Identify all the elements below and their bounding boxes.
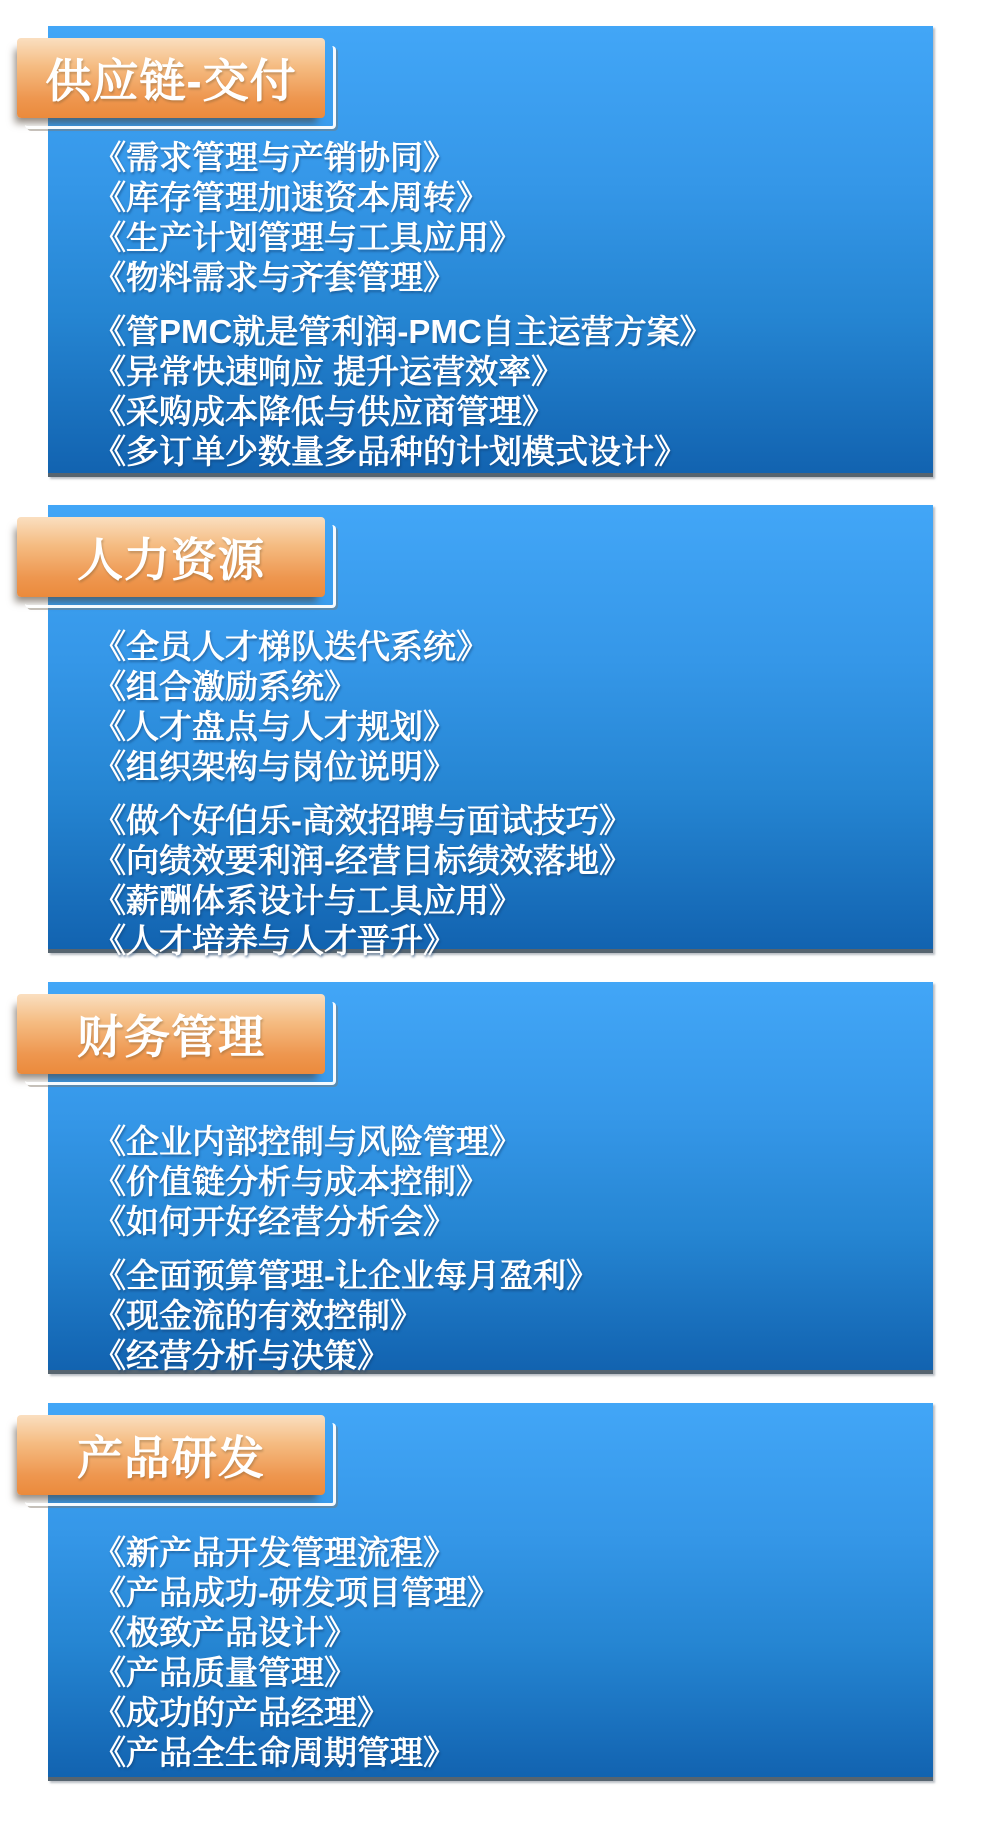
course-item: 《全员人才梯队迭代系统》 [93, 628, 489, 665]
course-item: 《向绩效要利润-经营目标绩效落地》 [93, 842, 632, 879]
course-item: 《全面预算管理-让企业每月盈利》 [93, 1257, 599, 1294]
course-item: 《如何开好经营分析会》 [93, 1203, 456, 1240]
course-item: 《物料需求与齐套管理》 [93, 259, 456, 296]
course-item: 《组合激励系统》 [93, 668, 357, 705]
section-badge-supply-chain [17, 38, 325, 118]
course-item: 《采购成本降低与供应商管理》 [93, 393, 555, 430]
course-list-finance [93, 1122, 918, 1376]
course-item: 《现金流的有效控制》 [93, 1297, 423, 1334]
section-badge-human-resources [17, 517, 325, 597]
course-item: 《异常快速响应 提升运营效率》 [93, 353, 565, 390]
course-item: 《价值链分析与成本控制》 [93, 1163, 489, 1200]
course-item: 《管PMC就是管利润-PMC自主运营方案》 [93, 313, 713, 350]
course-item: 《做个好伯乐-高效招聘与面试技巧》 [93, 802, 632, 839]
panel-finance-management [48, 982, 933, 1374]
panel-product-rd [48, 1403, 933, 1781]
course-list-supply-chain [93, 138, 918, 472]
course-item: 《极致产品设计》 [93, 1614, 357, 1651]
course-list-product-rd [93, 1533, 918, 1773]
section-title-human-resources: 人力资源 [77, 534, 265, 586]
section-badge-finance [17, 994, 325, 1074]
course-item: 《产品质量管理》 [93, 1654, 357, 1691]
section-title-supply-chain: 供应链-交付 [45, 55, 297, 107]
course-item: 《成功的产品经理》 [93, 1694, 390, 1731]
panel-human-resources [48, 505, 933, 959]
course-item: 《新产品开发管理流程》 [93, 1534, 456, 1571]
section-badge-product-rd [17, 1415, 325, 1495]
section-title-product-rd: 产品研发 [77, 1432, 265, 1484]
course-item: 《经营分析与决策》 [93, 1337, 390, 1374]
section-title-finance: 财务管理 [77, 1011, 265, 1063]
course-item: 《生产计划管理与工具应用》 [93, 219, 522, 256]
course-item: 《企业内部控制与风险管理》 [93, 1123, 522, 1160]
course-item: 《多订单少数量多品种的计划模式设计》 [93, 433, 687, 470]
course-list-human-resources [93, 627, 918, 961]
course-item: 《需求管理与产销协同》 [93, 139, 456, 176]
course-item: 《库存管理加速资本周转》 [93, 179, 489, 216]
course-item: 《人才盘点与人才规划》 [93, 708, 456, 745]
course-item: 《组织架构与岗位说明》 [93, 748, 456, 785]
course-item: 《产品成功-研发项目管理》 [93, 1574, 500, 1611]
course-item: 《产品全生命周期管理》 [93, 1734, 456, 1771]
panel-supply-chain-delivery [45, 26, 933, 477]
course-item: 《薪酬体系设计与工具应用》 [93, 882, 522, 919]
course-item: 《人才培养与人才晋升》 [93, 922, 456, 959]
